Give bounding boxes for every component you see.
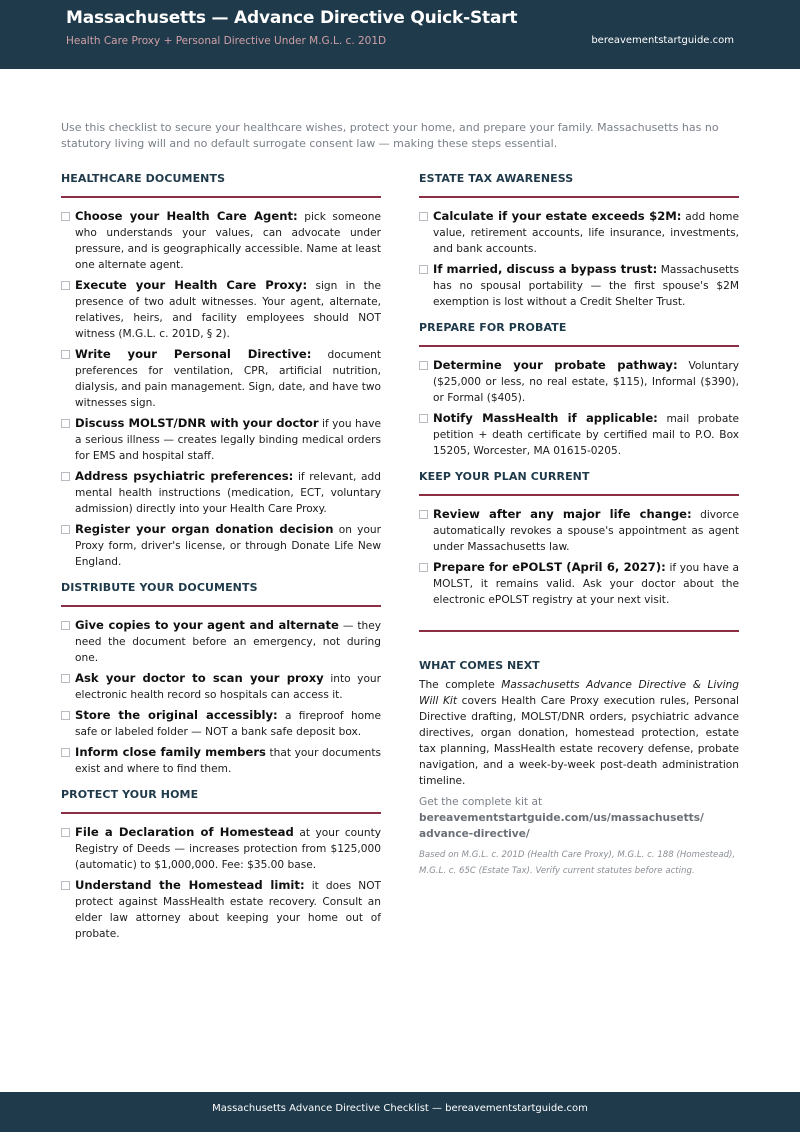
item-lead: File a Declaration of Homestead xyxy=(75,825,294,839)
item-lead: Inform close family members xyxy=(75,745,266,759)
checklist xyxy=(61,208,381,570)
item-text: into your electronic health record so hospitals can access it. xyxy=(75,673,381,701)
item-text: on your Proxy form, driver's license, or through Donate Life New England. xyxy=(75,524,381,568)
checkbox[interactable] xyxy=(61,472,70,481)
item-lead: Address psychiatric preferences: xyxy=(75,469,294,483)
item-lead: Calculate if your estate exceeds $2M: xyxy=(433,209,682,223)
checklist xyxy=(419,208,739,310)
item-lead: Discuss MOLST/DNR with your doctor xyxy=(75,416,319,430)
what-comes-next-body xyxy=(419,677,739,789)
checklist-item xyxy=(61,707,381,740)
item-text: it does NOT protect against MassHealth estate recovery. Consult an elder law attorney about keeping your home out of probate. xyxy=(75,880,382,940)
checkbox[interactable] xyxy=(61,748,70,757)
checkbox[interactable] xyxy=(61,621,70,630)
item-lead: Notify MassHealth if applicable: xyxy=(433,411,658,425)
checkbox[interactable] xyxy=(61,419,70,428)
item-text: if relevant, add mental health instructions (medication, ECT, voluntary admission) directly into your Health Care Proxy. xyxy=(75,471,381,515)
checkbox[interactable] xyxy=(61,674,70,683)
item-text: add home value, retirement accounts, life insurance, investments, and bank accounts. xyxy=(433,211,739,255)
checklist xyxy=(61,617,381,777)
item-lead: Prepare for ePOLST (April 6, 2027): xyxy=(433,560,666,574)
right-column xyxy=(419,171,739,879)
section-divider xyxy=(419,630,739,632)
right-sections xyxy=(419,171,739,608)
statute-basis-note: Based on M.G.L. c. 201D (Health Care Proxy), M.G.L. c. 188 (Homestead), M.G.L. c. 65C (Estate Tax). Verify current statutes before acting. xyxy=(419,850,736,876)
item-lead: Determine your probate pathway: xyxy=(433,358,678,372)
section-title: PROTECT YOUR HOME xyxy=(61,787,381,814)
checklist-item xyxy=(419,559,739,608)
section-title: HEALTHCARE DOCUMENTS xyxy=(61,171,381,198)
checklist-item xyxy=(419,208,739,257)
document-subtitle: Health Care Proxy + Personal Directive Under M.G.L. c. 201D xyxy=(66,35,387,47)
next-body-pre: The complete xyxy=(419,679,502,691)
section-title: DISTRIBUTE YOUR DOCUMENTS xyxy=(61,580,381,607)
checklist-item xyxy=(419,261,739,310)
item-text: document preferences for ventilation, CPR, artificial nutrition, dialysis, and pain management. Sign, date, and have two witnesses sign. xyxy=(75,349,381,409)
checkbox[interactable] xyxy=(419,563,428,572)
item-text: pick someone who understands your values, can advocate under pressure, and is geographically accessible. Name at least one alternate agent. xyxy=(75,211,381,271)
item-lead: Understand the Homestead limit: xyxy=(75,878,305,892)
checklist-item xyxy=(61,415,381,464)
item-lead: Review after any major life change: xyxy=(433,507,692,521)
checklist-item xyxy=(61,824,381,873)
item-text: sign in the presence of two adult witnesses. Your agent, alternate, relatives, heirs, and facility employees should NOT witness (M.G.L. c. 201D, § 2). xyxy=(75,280,381,340)
checkbox[interactable] xyxy=(61,212,70,221)
item-lead: Ask your doctor to scan your proxy xyxy=(75,671,324,685)
checklist-item xyxy=(61,617,381,666)
left-column xyxy=(61,171,381,952)
kit-name: Massachusetts Advance Directive & Living Will Kit xyxy=(419,679,740,707)
item-text: at your county Registry of Deeds — increases protection from $125,000 (automatic) to $1,000,000. Fee: $35.00 base. xyxy=(75,827,382,871)
item-lead: Write your Personal Directive: xyxy=(75,347,312,361)
checklist-item xyxy=(61,468,381,517)
page-footer xyxy=(0,1092,800,1132)
section-title: KEEP YOUR PLAN CURRENT xyxy=(419,469,739,496)
item-lead: Store the original accessibly: xyxy=(75,708,278,722)
item-lead: Execute your Health Care Proxy: xyxy=(75,278,308,292)
item-text: — they need the document before an emergency, not during one. xyxy=(75,620,381,664)
item-text: mail probate petition + death certificate by certified mail to P.O. Box 15205, Worcester, MA 01615-0205. xyxy=(433,413,739,457)
checkbox[interactable] xyxy=(419,510,428,519)
item-text: if you have a MOLST, it remains valid. Ask your doctor about the electronic ePOLST registry at your next visit. xyxy=(433,562,739,606)
checkbox[interactable] xyxy=(61,281,70,290)
section-title: PREPARE FOR PROBATE xyxy=(419,320,739,347)
checklist-item xyxy=(61,277,381,342)
checkbox[interactable] xyxy=(419,414,428,423)
kit-url-link[interactable]: bereavementstartguide.com/us/massachusetts/ advance-directive/ xyxy=(419,812,704,840)
checkbox[interactable] xyxy=(419,212,428,221)
checklist-item xyxy=(61,744,381,777)
item-lead: Register your organ donation decision xyxy=(75,522,334,536)
header-site-link[interactable]: bereavementstartguide.com xyxy=(591,35,734,46)
page-header xyxy=(0,0,800,69)
item-text: Voluntary ($25,000 or less, no real estate, $115), Informal ($390), or Formal ($405). xyxy=(433,360,739,404)
item-text: divorce automatically revokes a spouse's appointment as agent under Massachusetts law. xyxy=(433,509,740,553)
checklist-item xyxy=(419,357,739,406)
intro-text: Use this checklist to secure your healthcare wishes, protect your home, and prepare your family. Massachusetts has no statutory living will and no default surrogate consent law — making these steps essential. xyxy=(61,121,719,150)
next-body-post: covers Health Care Proxy execution rules, Personal Directive drafting, MOLST/DNR orders, psychiatric advance directives, organ donation, homestead protection, estate tax planning, MassHealth estate recovery defense, probate navigation, and a week-by-week post-death administration timeline. xyxy=(419,695,740,787)
checkbox[interactable] xyxy=(61,828,70,837)
item-text: Massachusetts has no spousal portability — the first spouse's $2M exemption is lost without a Credit Shelter Trust. xyxy=(433,264,740,308)
checklist-item xyxy=(419,506,739,555)
checklist xyxy=(419,357,739,459)
checklist-item xyxy=(61,208,381,273)
document-title: Massachusetts — Advance Directive Quick-Start xyxy=(66,8,518,28)
checkbox[interactable] xyxy=(61,711,70,720)
footer-text: Massachusetts Advance Directive Checklist — bereavementstartguide.com xyxy=(212,1103,588,1114)
checkbox[interactable] xyxy=(61,881,70,890)
item-text: if you have a serious illness — creates legally binding medical orders for EMS and hospital staff. xyxy=(75,418,382,462)
checkbox[interactable] xyxy=(419,265,428,274)
checkbox[interactable] xyxy=(61,350,70,359)
kit-label: Get the complete kit at xyxy=(419,796,543,808)
item-lead: If married, discuss a bypass trust: xyxy=(433,262,658,276)
item-lead: Choose your Health Care Agent: xyxy=(75,209,298,223)
checklist xyxy=(61,824,381,942)
checklist xyxy=(419,506,739,608)
section-title: ESTATE TAX AWARENESS xyxy=(419,171,739,198)
checklist-item xyxy=(61,521,381,570)
item-lead: Give copies to your agent and alternate xyxy=(75,618,339,632)
item-text: that your documents exist and where to find them. xyxy=(75,747,381,775)
checkbox[interactable] xyxy=(61,525,70,534)
checklist-item xyxy=(61,877,381,942)
checklist-item xyxy=(419,410,739,459)
checkbox[interactable] xyxy=(419,361,428,370)
item-text: a fireproof home safe or labeled folder — NOT a bank safe deposit box. xyxy=(75,710,381,738)
checklist-item xyxy=(61,670,381,703)
what-comes-next-title: WHAT COMES NEXT xyxy=(419,659,540,672)
checklist-item xyxy=(61,346,381,411)
